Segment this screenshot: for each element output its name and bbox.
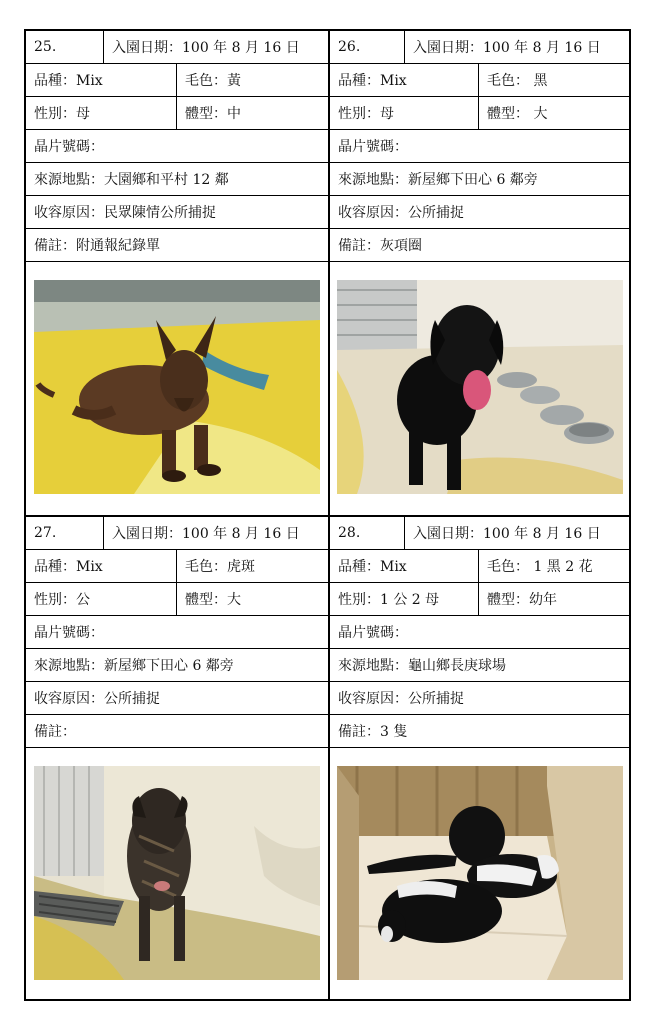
record-number: 26. — [338, 39, 361, 55]
records-sheet — [24, 29, 631, 1001]
brown-dog-photo — [34, 280, 320, 494]
record-number: 28. — [338, 525, 361, 541]
sex: 性別：公 — [34, 592, 90, 608]
breed-color-row — [330, 550, 631, 583]
coat-color: 毛色： 黑 — [478, 64, 631, 96]
puppies-photo — [337, 766, 623, 980]
breed: 品種：Mix — [34, 73, 103, 89]
intake-reason: 收容原因：公所捕捉 — [338, 691, 464, 707]
intake-date: 入園日期：100 年 8 月 16 日 — [404, 31, 631, 63]
sex-size-row — [26, 583, 328, 616]
sex-size-row — [330, 97, 631, 130]
header-row — [26, 31, 328, 64]
chip-row — [26, 130, 328, 163]
reason-row — [26, 682, 328, 715]
chip-number: 晶片號碼： — [338, 139, 408, 155]
breed: 品種：Mix — [338, 73, 407, 89]
sex: 性別：1 公 2 母 — [338, 592, 440, 608]
sex-size-row — [330, 583, 631, 616]
remarks-row — [330, 229, 631, 262]
source-row — [330, 163, 631, 196]
breed-color-row — [26, 550, 328, 583]
source-location: 來源地點：新屋鄉下田心 6 鄰旁 — [338, 172, 538, 188]
header-row — [330, 31, 631, 64]
remarks: 備註：附通報紀錄單 — [34, 238, 160, 254]
sex-size-row — [26, 97, 328, 130]
chip-number: 晶片號碼： — [34, 139, 104, 155]
remarks: 備註：3 隻 — [338, 724, 408, 740]
coat-color: 毛色：虎斑 — [176, 550, 328, 582]
sex: 性別：母 — [34, 106, 90, 122]
chip-number: 晶片號碼： — [34, 625, 104, 641]
remarks-row — [26, 229, 328, 262]
header-row — [26, 517, 328, 550]
chip-row — [26, 616, 328, 649]
coat-color: 毛色： 1 黑 2 花 — [478, 550, 631, 582]
chip-number: 晶片號碼： — [338, 625, 408, 641]
record-number: 27. — [34, 525, 57, 541]
record-number: 25. — [34, 39, 57, 55]
header-row — [330, 517, 631, 550]
remarks: 備註：灰項圈 — [338, 238, 422, 254]
breed-color-row — [330, 64, 631, 97]
breed-color-row — [26, 64, 328, 97]
reason-row — [330, 196, 631, 229]
intake-reason: 收容原因：公所捕捉 — [338, 205, 464, 221]
record-card-26 — [330, 31, 631, 515]
body-size: 體型：中 — [176, 97, 328, 129]
source-location: 來源地點：新屋鄉下田心 6 鄰旁 — [34, 658, 234, 674]
remarks: 備註： — [34, 724, 76, 740]
breed: 品種：Mix — [338, 559, 407, 575]
intake-reason: 收容原因：公所捕捉 — [34, 691, 160, 707]
source-location: 來源地點：大園鄉和平村 12 鄰 — [34, 172, 229, 188]
chip-row — [330, 616, 631, 649]
remarks-row — [26, 715, 328, 748]
source-row — [26, 649, 328, 682]
record-card-28 — [330, 517, 631, 999]
source-row — [330, 649, 631, 682]
sex: 性別：母 — [338, 106, 394, 122]
intake-date: 入園日期：100 年 8 月 16 日 — [404, 517, 631, 549]
source-location: 來源地點：龜山鄉長庚球場 — [338, 658, 506, 674]
black-dog-photo — [337, 280, 623, 494]
body-size: 體型：幼年 — [478, 583, 631, 615]
reason-row — [330, 682, 631, 715]
chip-row — [330, 130, 631, 163]
reason-row — [26, 196, 328, 229]
body-size: 體型：大 — [176, 583, 328, 615]
breed: 品種：Mix — [34, 559, 103, 575]
record-card-25 — [26, 31, 328, 515]
intake-date: 入園日期：100 年 8 月 16 日 — [103, 31, 328, 63]
brindle-dog-photo — [34, 766, 320, 980]
body-size: 體型： 大 — [478, 97, 631, 129]
intake-date: 入園日期：100 年 8 月 16 日 — [103, 517, 328, 549]
intake-reason: 收容原因：民眾陳情公所捕捉 — [34, 205, 216, 221]
remarks-row — [330, 715, 631, 748]
coat-color: 毛色：黃 — [176, 64, 328, 96]
source-row — [26, 163, 328, 196]
record-card-27 — [26, 517, 328, 999]
